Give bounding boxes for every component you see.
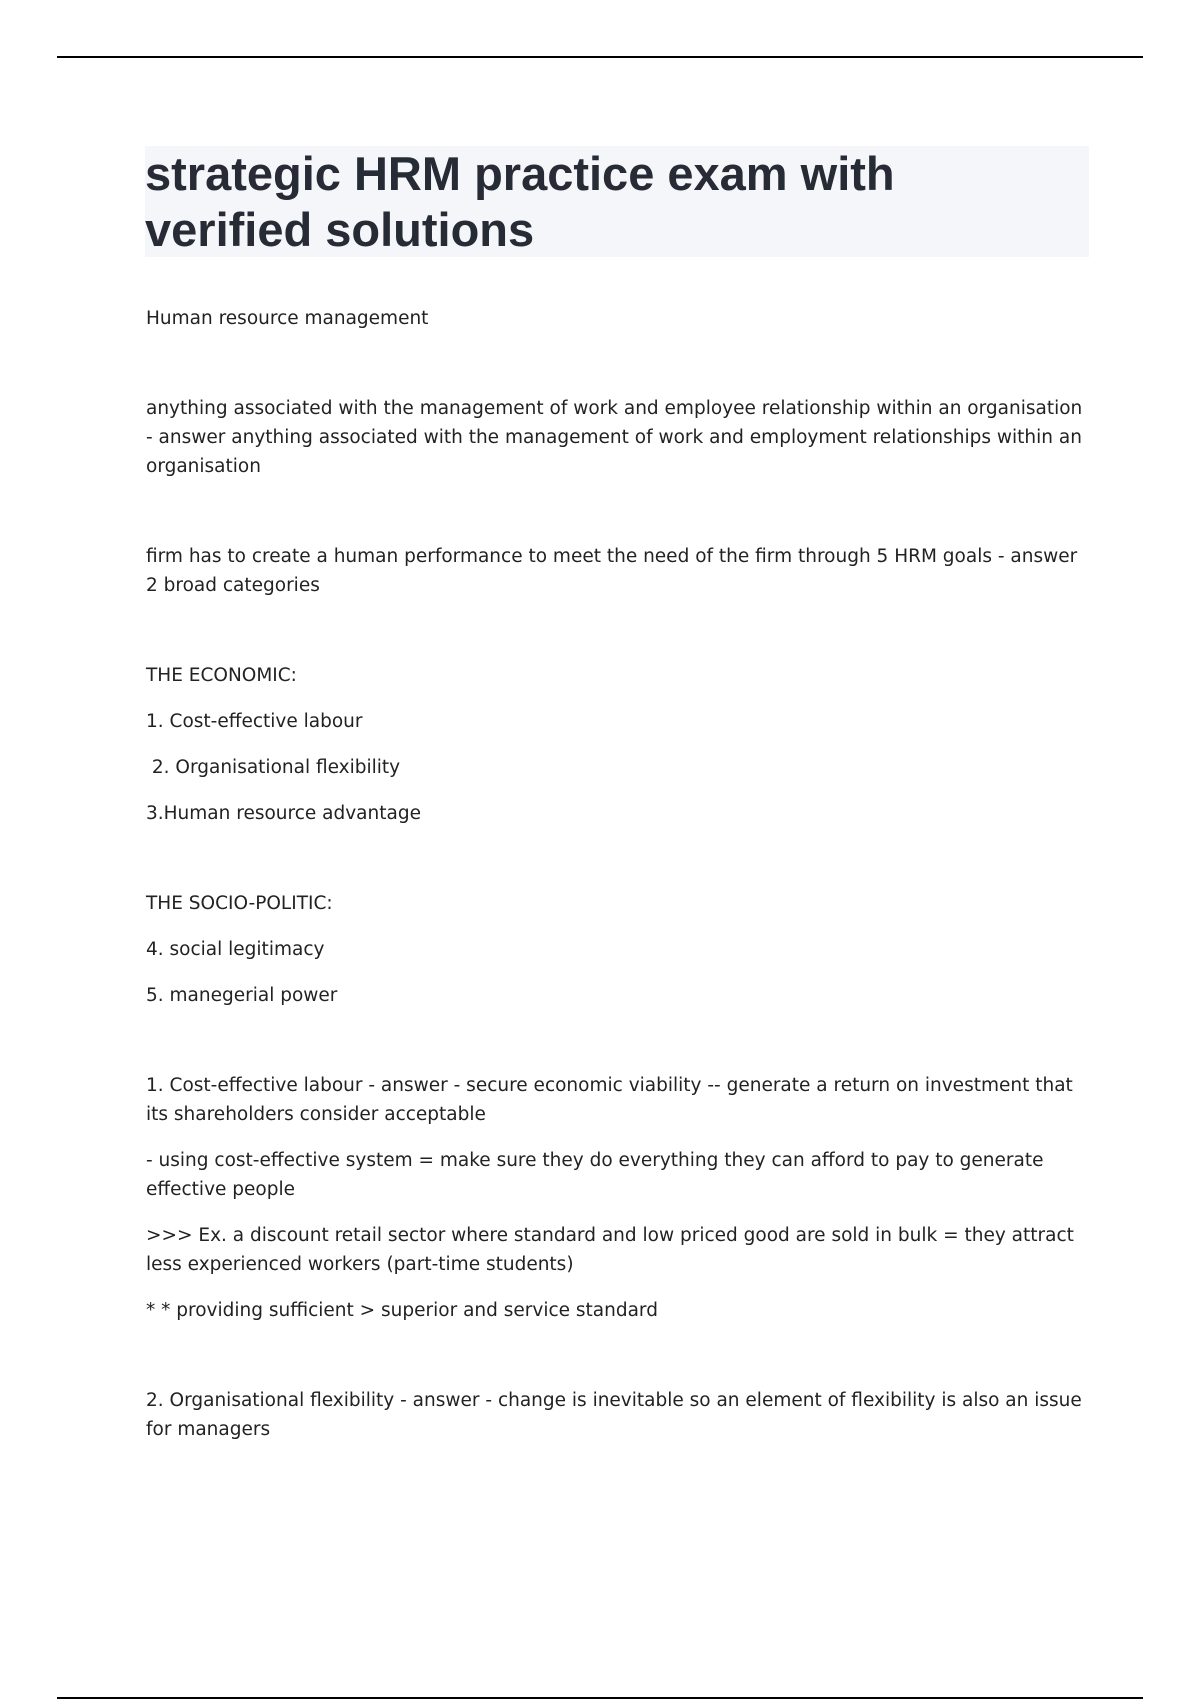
paragraph-cost-effective-labour: 1. Cost-effective labour - answer - secure economic viability -- generate a return on investment that its shareholders consider acceptable: [146, 1075, 1073, 1125]
list-item-economic-2: 2. Organisational flexibility: [146, 757, 401, 778]
paragraph-service-standard: * * providing sufficient > superior and service standard: [146, 1300, 658, 1321]
paragraph-example-retail: >>> Ex. a discount retail sector where standard and low priced good are sold in bulk = they attract less experienced workers (part-time students): [146, 1225, 1074, 1275]
list-item-economic-3: 3.Human resource advantage: [146, 803, 421, 824]
paragraph-hrm-goals: firm has to create a human performance to meet the need of the firm through 5 HRM goals - answer 2 broad categories: [146, 546, 1078, 596]
heading-economic: THE ECONOMIC:: [146, 665, 297, 686]
paragraph-hrm-definition: anything associated with the management of work and employee relationship within an organisation - answer anything associated with the management of work and employment relationships within an organisation: [146, 398, 1083, 477]
bottom-divider: [57, 1697, 1143, 1699]
paragraph-organisational-flexibility: 2. Organisational flexibility - answer - change is inevitable so an element of flexibility is also an issue for managers: [146, 1390, 1082, 1440]
document-body: [146, 304, 1086, 1444]
document-title: strategic HRM practice exam with verified solutions: [145, 147, 895, 256]
title-banner: [145, 146, 1089, 257]
list-item-socio-5: 5. manegerial power: [146, 985, 338, 1006]
heading-socio-politic: THE SOCIO-POLITIC:: [146, 893, 333, 914]
paragraph-cost-effective-system: - using cost-effective system = make sure they do everything they can afford to pay to generate effective people: [146, 1150, 1044, 1200]
list-item-socio-4: 4. social legitimacy: [146, 939, 325, 960]
paragraph-hrm-term: Human resource management: [146, 308, 429, 329]
top-divider: [57, 56, 1143, 58]
list-item-economic-1: 1. Cost-effective labour: [146, 711, 363, 732]
